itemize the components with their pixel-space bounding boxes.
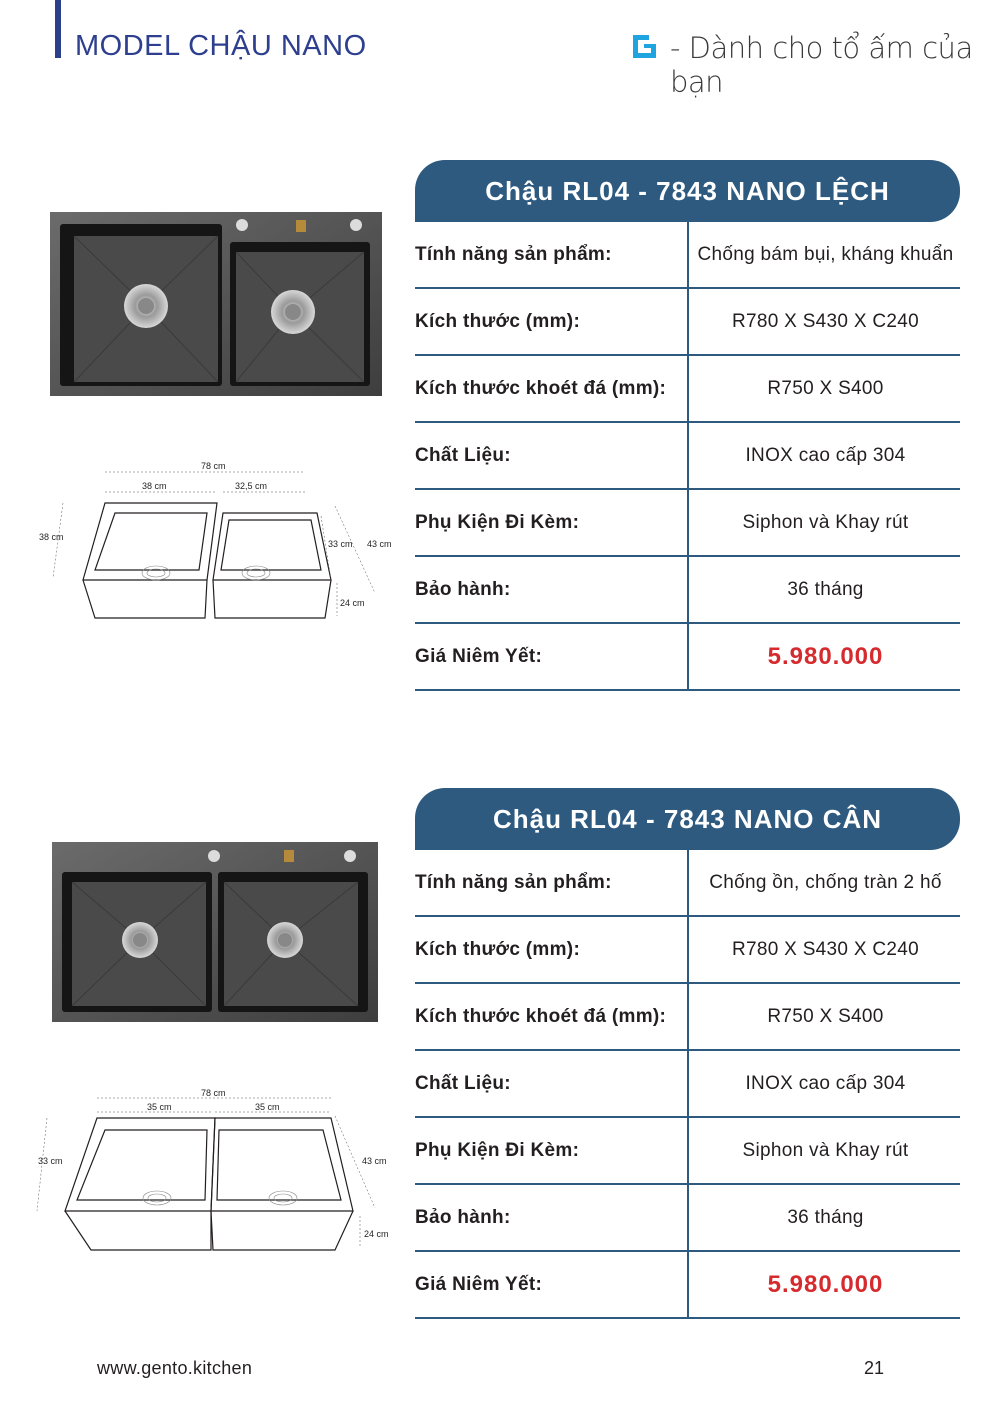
spec-value: R750 X S400: [687, 356, 962, 421]
spec-row: [415, 1185, 960, 1252]
dim-right-bowl: 35 cm: [255, 1102, 280, 1112]
spec-value: Siphon và Khay rút: [687, 1118, 962, 1183]
spec-label: Kích thước khoét đá (mm):: [415, 1005, 667, 1027]
dim-depth: 33 cm: [38, 1156, 63, 1166]
spec-value: INOX cao cấp 304: [687, 1051, 962, 1116]
spec-row: [415, 1051, 960, 1118]
spec-value: R750 X S400: [687, 984, 962, 1049]
spec-row: [415, 423, 960, 490]
header-accent-bar: [55, 0, 61, 58]
spec-value: 36 tháng: [687, 557, 962, 622]
price-value: 5.980.000: [687, 624, 962, 689]
spec-row: [415, 984, 960, 1051]
footer-url: www.gento.kitchen: [97, 1358, 253, 1378]
spec-label: Giá Niêm Yết:: [415, 645, 543, 667]
product-section: [0, 160, 1000, 720]
spec-row: [415, 356, 960, 423]
dim-left-bowl: 35 cm: [147, 1102, 172, 1112]
spec-value: Chống bám bụi, kháng khuẩn: [687, 222, 962, 287]
spec-value: R780 X S430 X C240: [687, 917, 962, 982]
page-title: MODEL CHẬU NANO: [75, 30, 367, 62]
spec-label: Giá Niêm Yết:: [415, 1273, 543, 1295]
header-tagline: - Dành cho tổ ấm của bạn: [670, 31, 973, 99]
spec-row-price: [415, 1252, 960, 1319]
spec-label: Bảo hành:: [415, 1206, 511, 1228]
sink-drawing-balanced: [35, 1088, 395, 1258]
spec-value: INOX cao cấp 304: [687, 423, 962, 488]
spec-label: Tính năng sản phẩm:: [415, 871, 612, 893]
spec-label: Tính năng sản phẩm:: [415, 243, 612, 265]
spec-label: Kích thước (mm):: [415, 938, 581, 960]
spec-value: 36 tháng: [687, 1185, 962, 1250]
gento-logo-icon: [631, 32, 659, 60]
dim-overall-depth: 43 cm: [367, 539, 392, 549]
dim-right-depth: 33 cm: [328, 539, 353, 549]
sink-drawing-offset: [35, 458, 395, 628]
product-section: [0, 788, 1000, 1348]
sink-photo-balanced: [52, 842, 378, 1022]
spec-table: [415, 850, 960, 1319]
price-value: 5.980.000: [687, 1252, 962, 1317]
dim-depth: 38 cm: [39, 532, 64, 542]
spec-row: [415, 1118, 960, 1185]
spec-row: [415, 289, 960, 356]
dim-overall-depth: 43 cm: [362, 1156, 387, 1166]
dim-total-width: 78 cm: [201, 1088, 226, 1098]
spec-label: Kích thước (mm):: [415, 310, 581, 332]
dim-total-width: 78 cm: [201, 461, 226, 471]
spec-table: [415, 222, 960, 691]
dim-height: 24 cm: [340, 598, 365, 608]
spec-label: Phụ Kiện Đi Kèm:: [415, 1139, 580, 1161]
spec-value: R780 X S430 X C240: [687, 289, 962, 354]
product-title: Chậu RL04 - 7843 NANO CÂN: [415, 788, 960, 850]
spec-row: [415, 557, 960, 624]
product-title: Chậu RL04 - 7843 NANO LỆCH: [415, 160, 960, 222]
spec-row: [415, 850, 960, 917]
spec-label: Chất Liệu:: [415, 1072, 511, 1094]
dim-height: 24 cm: [364, 1229, 389, 1239]
spec-row-price: [415, 624, 960, 691]
spec-label: Phụ Kiện Đi Kèm:: [415, 511, 580, 533]
sink-photo-offset: [50, 212, 382, 396]
spec-row: [415, 917, 960, 984]
spec-row: [415, 222, 960, 289]
spec-label: Kích thước khoét đá (mm):: [415, 377, 667, 399]
spec-value: Siphon và Khay rút: [687, 490, 962, 555]
page-number: 21: [864, 1358, 885, 1378]
spec-label: Chất Liệu:: [415, 444, 511, 466]
spec-value: Chống ồn, chống tràn 2 hố: [687, 850, 962, 915]
dim-left-bowl: 38 cm: [142, 481, 167, 491]
spec-label: Bảo hành:: [415, 578, 511, 600]
dim-right-bowl: 32,5 cm: [235, 481, 268, 491]
spec-row: [415, 490, 960, 557]
